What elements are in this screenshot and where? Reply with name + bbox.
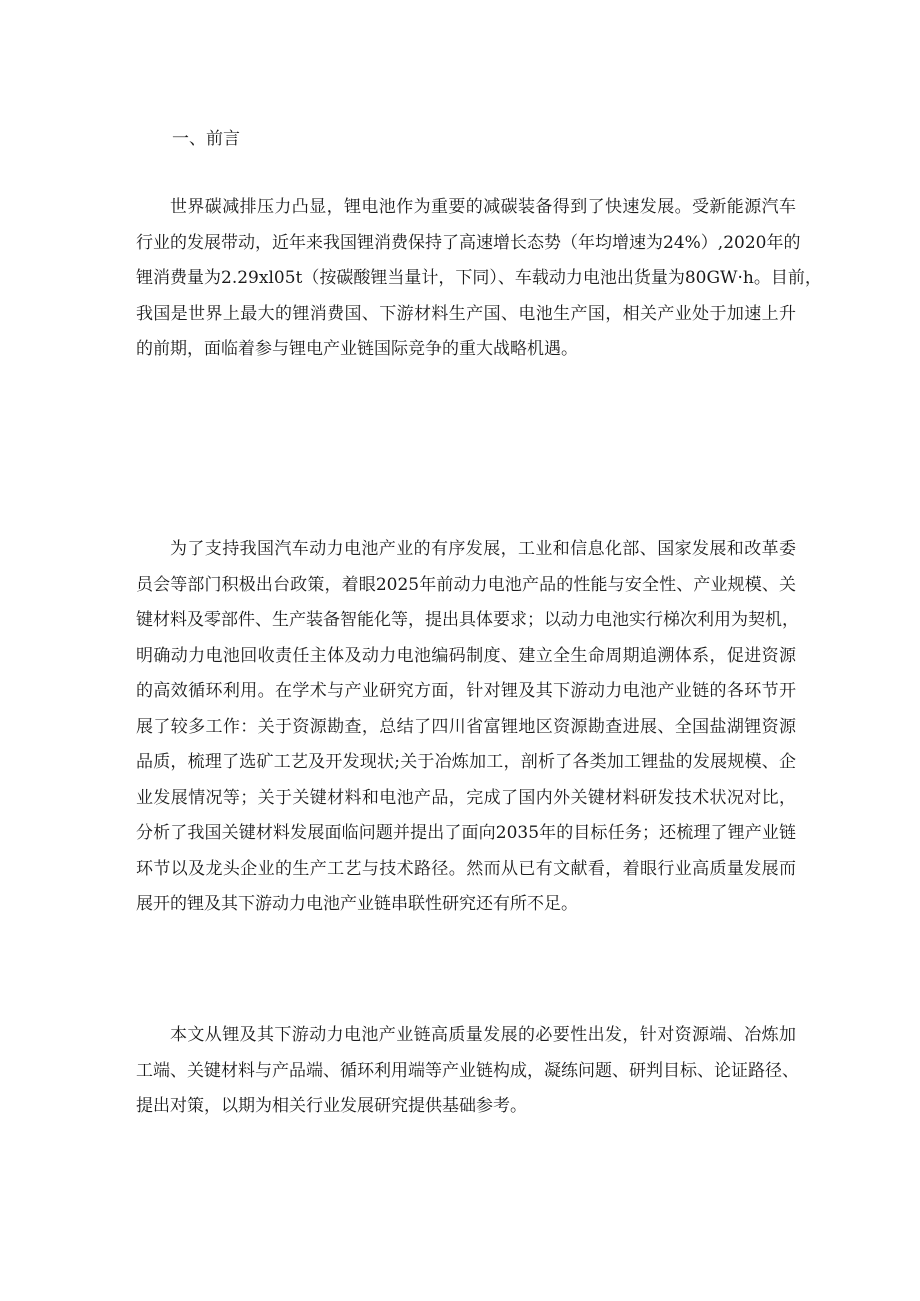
paragraph-line: 提出对策，以期为相关行业发展研究提供基础参考。 [136, 1096, 527, 1116]
paragraph-line: 员会等部门积极出台政策，着眼2025年前动力电池产品的性能与安全性、产业规模、关 [136, 574, 796, 595]
paragraph-line: 分析了我国关键材料发展面临问题并提出了面向2035年的目标任务；还梳理了锂产业链 [136, 823, 796, 843]
paragraph-line: 业发展情况等；关于关键材料和电池产品，完成了国内外关键材料研发技术状况对比， [136, 787, 796, 808]
paragraph-line: 环节以及龙头企业的生产工艺与技术路径。然而从已有文献看，着眼行业高质量发展而 [136, 858, 796, 879]
paragraph-line: 工端、关键材料与产品端、循环利用端等产业链构成，凝练问题、研判目标、论证路径、 [136, 1060, 799, 1081]
paragraph-line: 本文从锂及其下游动力电池产业链高质量发展的必要性出发，针对资源端、冶炼加 [170, 1025, 796, 1045]
paragraph-line: 我国是世界上最大的锂消费国、下游材料生产国、电池生产国，相关产业处于加速上升 [136, 303, 796, 324]
paragraph-policy [136, 532, 799, 923]
paragraph-line: 世界碳减排压力凸显，锂电池作为重要的减碳装备得到了快速发展。受新能源汽车 [170, 197, 796, 217]
paragraph-line: 锂消费量为2.29xl05t（按碳酸锂当量计，下同）、车载动力电池出货量为80GW·h。目前， [136, 268, 822, 288]
paragraph-line: 为了支持我国汽车动力电池产业的有序发展，工业和信息化部、国家发展和改革委 [170, 539, 796, 559]
paragraph-line: 展开的锂及其下游动力电池产业链串联性研究还有所不足。 [136, 894, 578, 914]
paragraph-scope [136, 1018, 799, 1125]
paragraph-line: 明确动力电池回收责任主体及动力电池编码制度、建立全生命周期追溯体系，促进资源 [136, 645, 796, 666]
paragraph-line: 展了较多工作：关于资源勘查，总结了四川省富锂地区资源勘查进展、全国盐湖锂资源 [136, 716, 796, 737]
paragraph-line: 的前期，面临着参与锂电产业链国际竞争的重大战略机遇。 [136, 339, 578, 359]
paragraph-line: 键材料及零部件、生产装备智能化等，提出具体要求；以动力电池实行梯次利用为契机， [136, 610, 799, 630]
paragraph-line: 的高效循环利用。在学术与产业研究方面，针对锂及其下游动力电池产业链的各环节开 [136, 681, 796, 701]
paragraph-intro [136, 190, 822, 368]
paragraph-line: 品质，梳理了选矿工艺及开发现状;关于冶炼加工，剖析了各类加工锂盐的发展规模、企 [136, 752, 796, 772]
section-heading: 一、前言 [172, 129, 240, 149]
paragraph-line: 行业的发展带动，近年来我国锂消费保持了高速增长态势（年均增速为24%）,2020年的 [136, 232, 801, 253]
